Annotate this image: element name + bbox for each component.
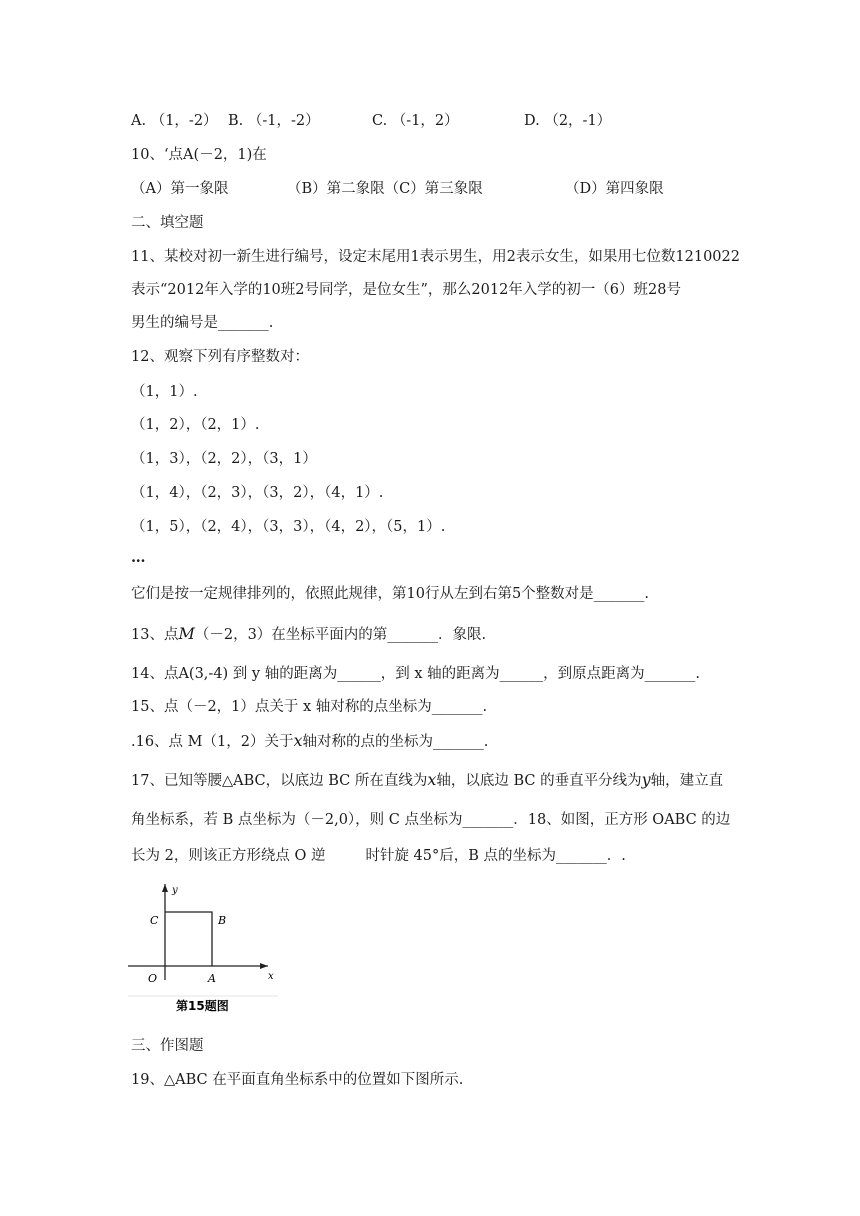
q11-line-2: 表示“2012年入学的10班2号同学，是位女生”，那么2012年入学的初一（6）班28号: [131, 282, 681, 298]
label-c: C: [150, 914, 159, 927]
square-figure: [128, 884, 278, 1014]
q16-line: [131, 731, 488, 752]
x-axis-arrow: [260, 963, 268, 969]
q12-row-4: （1，4），（2，3），（3，2），（4，1）.: [131, 485, 384, 501]
q17-line-1: [131, 770, 723, 791]
q12-row-2: （1，2），（2，1）.: [131, 417, 260, 433]
q12-stem: 12、观察下列有序整数对：: [131, 349, 309, 365]
q15-line: 15、点（－2，1）点关于 x 轴对称的点坐标为_______.: [131, 699, 488, 715]
q9-option-b: B. （-1，-2）: [228, 113, 320, 129]
q17-variable-x: x: [427, 770, 437, 789]
q18-line: [131, 846, 626, 866]
q19-line: 19、△ABC 在平面直角坐标系中的位置如下图所示.: [131, 1072, 464, 1088]
y-axis-arrow: [162, 884, 168, 892]
q17-text-a: 17、已知等腰△ABC，以底边 BC 所在直线为: [131, 773, 428, 789]
q10-option-bc: （B）第二象限（C）第三象限: [287, 181, 483, 197]
q9-option-c: C. （-1，2）: [372, 113, 459, 129]
q17-variable-y: y: [641, 770, 651, 789]
q10-stem: 10、‘点A(－2，1)在: [131, 147, 267, 163]
q13-post: （－2，3）在坐标平面内的第_______．象限.: [194, 627, 487, 643]
label-a: A: [208, 972, 216, 985]
label-o: O: [148, 972, 158, 985]
label-b: B: [218, 914, 227, 927]
q12-row-1: （1，1）.: [131, 384, 198, 400]
section-title-fill-in: 二、填空题: [131, 215, 204, 231]
q10-option-a: （A）第一象限: [131, 181, 229, 197]
q12-row-3: （1，3），（2，2），（3，1）: [131, 451, 317, 467]
q16-post: 轴对称的点的坐标为_______.: [302, 734, 489, 750]
q18-text-b: 时针旋 45°后，B 点的坐标为_______．.: [365, 848, 626, 864]
q14-line: 14、点A(3,-4) 到 y 轴的距离为______，到 x 轴的距离为______，到原点距离为_______.: [131, 666, 700, 682]
q9-option-a: A. （1，-2）: [131, 113, 218, 129]
q12-question: 它们是按一定规律排列的，依照此规律，第10行从左到右第5个整数对是_______.: [131, 586, 650, 602]
q17-text-c: 轴，建立直: [650, 773, 724, 789]
section-title-drawing: 三、作图题: [131, 1038, 204, 1054]
q16-pre: .16、点 M（1，2）关于: [131, 734, 294, 750]
q16-variable: x: [293, 731, 303, 750]
figure-caption: 第15题图: [176, 999, 229, 1013]
q17-line-2: 角坐标系，若 B 点坐标为（－2,0），则 C 点坐标为_______．18、如图，正方形 OABC 的边: [131, 812, 731, 828]
q12-row-5: （1，5），（2，4），（3，3），（4，2），（5，1）.: [131, 519, 446, 535]
q11-line-1: 11、某校对初一新生进行编号，设定末尾用1表示男生，用2表示女生，如果用七位数1210022: [131, 249, 740, 265]
q13-variable: M: [178, 624, 195, 643]
label-x: x: [268, 971, 274, 982]
q13-line: [131, 624, 486, 645]
label-y: y: [172, 885, 178, 896]
q11-line-3: 男生的编号是_______.: [131, 315, 274, 331]
q9-option-d: D. （2，-1）: [524, 113, 612, 129]
q17-text-b: 轴，以底边 BC 的垂直平分线为: [436, 773, 642, 789]
square-oabc: [165, 912, 212, 966]
q10-option-d: （D）第四象限: [565, 181, 664, 197]
q18-text-a: 长为 2，则该正方形绕点 O 逆: [131, 848, 326, 864]
q13-pre: 13、点: [131, 627, 179, 643]
q12-ellipsis: …: [131, 549, 146, 566]
